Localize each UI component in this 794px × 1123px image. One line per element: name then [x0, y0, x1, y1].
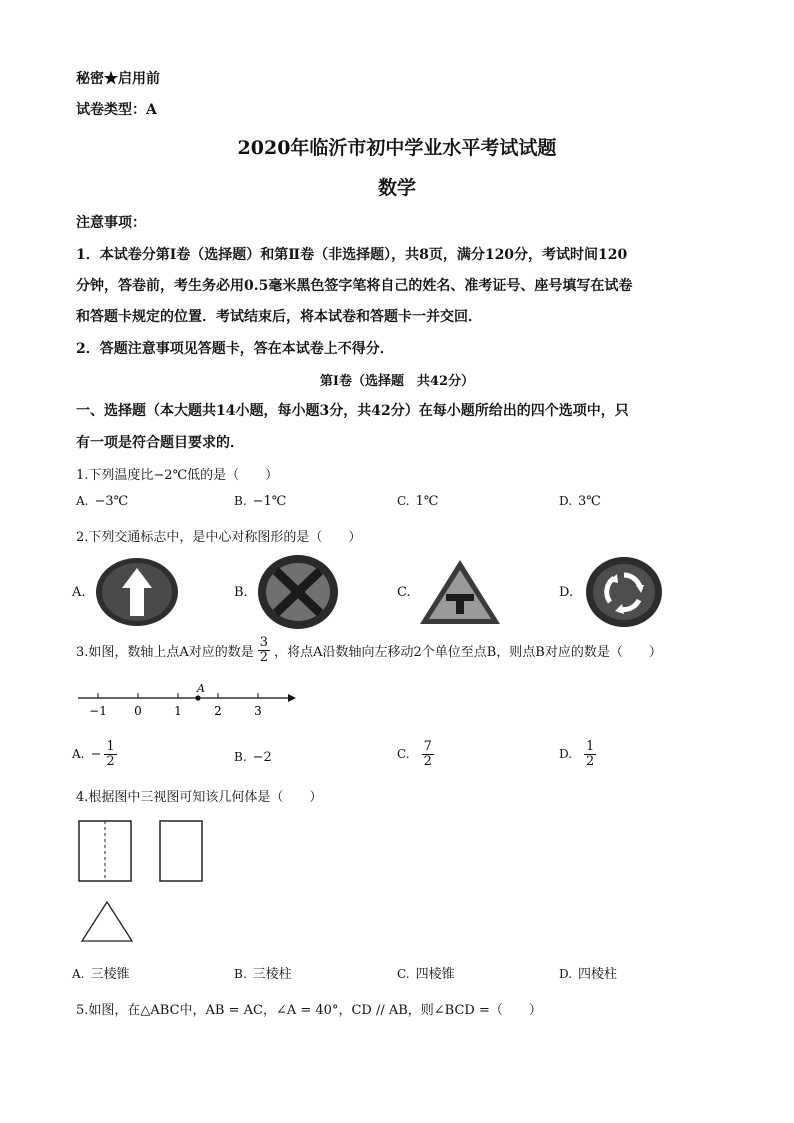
section-1-line-2: 有一项是符合题目要求的．: [76, 435, 244, 451]
q3-stem-after: ，将点A沿数轴向左移动2个单位至点B，则点B对应的数是（ ）: [274, 644, 662, 660]
number-line-tick-label: −1: [89, 704, 107, 718]
q1-option-c: [397, 494, 438, 509]
q3-stem-fraction: [258, 636, 270, 664]
option-fraction: [422, 740, 434, 768]
q2-option-b-letter: B.: [234, 585, 248, 600]
number-line-point-a: [195, 695, 200, 700]
q4-option-c: [397, 963, 455, 982]
fraction-denominator: 2: [259, 649, 269, 665]
front-view-drawing: [78, 820, 134, 884]
option-text: 3℃: [578, 494, 601, 509]
q3-option-c: [397, 740, 434, 768]
q3-option-d: [559, 740, 596, 768]
question-5-stem: 5.如图，在△ABC中，AB = AC，∠A = 40°，CD // AB，则∠BCD =（ ）: [76, 1003, 542, 1018]
q3-stem-before: 3.如图，数轴上点A对应的数是: [76, 644, 254, 660]
option-letter: B.: [234, 494, 247, 508]
side-view-drawing: [159, 820, 205, 884]
option-letter: A.: [76, 494, 89, 508]
notes-item-2: 2．答题注意事项见答题卡，答在本试卷上不得分．: [76, 341, 394, 357]
option-text: 三棱锥: [90, 967, 130, 982]
number-line: [74, 682, 300, 722]
q2-option-d-letter: D.: [559, 585, 574, 600]
top-view-drawing: [80, 900, 134, 944]
option-text: 三棱柱: [252, 967, 292, 982]
option-fraction: [104, 740, 116, 768]
fraction-numerator: 3: [259, 635, 269, 650]
option-text: −1℃: [252, 494, 287, 509]
option-letter: D.: [559, 747, 573, 762]
notes-item-1-line-2: 分钟，答卷前，考生务必用0.5毫米黑色签字笔将自己的姓名、准考证号、座号填写在试卷: [76, 278, 633, 294]
option-text: 四棱锥: [415, 967, 455, 982]
number-line-tick-label: 2: [214, 704, 222, 718]
option-text: 四棱柱: [578, 967, 618, 982]
q3-option-a: [72, 740, 117, 768]
secret-label: 秘密★启用前: [76, 71, 160, 87]
subject-title: 数学: [377, 177, 416, 199]
q1-option-d: [559, 494, 601, 509]
option-letter: D.: [559, 967, 573, 981]
exam-title: 2020年临沂市初中学业水平考试试题: [237, 137, 557, 159]
q2-option-c-letter: C.: [397, 585, 411, 600]
number-line-point-a-label: A: [197, 682, 205, 695]
fraction-numerator: 1: [586, 739, 595, 754]
number-line-tick-label: 1: [174, 704, 182, 718]
question-1-stem: 1.下列温度比−2℃低的是（ ）: [76, 468, 279, 483]
question-4-stem: 4.根据图中三视图可知该几何体是（ ）: [76, 790, 323, 805]
t-junction-warning-sign-icon: [418, 557, 502, 627]
option-letter: B.: [234, 967, 247, 981]
q4-option-a: [72, 963, 130, 982]
part-1-heading: 第Ⅰ卷（选择题 共42分）: [319, 374, 475, 389]
fraction-denominator: 2: [586, 753, 595, 769]
notes-item-1-line-3: 和答题卡规定的位置．考试结束后，将本试卷和答题卡一并交回．: [76, 309, 482, 325]
straight-arrow-sign-icon: [94, 556, 180, 628]
q3-option-b: [234, 750, 272, 765]
fraction-denominator: 2: [423, 753, 432, 769]
fraction-numerator: 7: [423, 739, 432, 754]
roundabout-sign-icon: [584, 555, 664, 629]
option-letter: B.: [234, 750, 247, 764]
option-letter: A.: [72, 967, 85, 981]
section-1-line-1: 一、选择题（本大题共14小题，每小题3分，共42分）在每小题所给出的四个选项中，只: [76, 403, 629, 419]
option-fraction: [584, 740, 596, 768]
q4-option-d: [559, 963, 617, 982]
notes-item-1-line-1: 1．本试卷分第Ⅰ卷（选择题）和第Ⅱ卷（非选择题），共8页，满分120分，考试时间120: [76, 247, 628, 263]
question-3-stem: [76, 636, 662, 664]
number-line-tick-label: 0: [134, 704, 142, 718]
q1-option-b: [234, 494, 286, 509]
option-letter: C.: [397, 747, 410, 762]
number-line-tick-label: 3: [254, 704, 262, 718]
option-letter: C.: [397, 494, 410, 508]
no-parking-cross-sign-icon: [256, 553, 340, 631]
fraction-denominator: 2: [106, 753, 115, 769]
option-letter: D.: [559, 494, 573, 508]
option-letter: A.: [72, 747, 85, 762]
number-line-arrow: [288, 694, 296, 702]
fraction-numerator: 1: [106, 739, 115, 754]
question-2-stem: 2.下列交通标志中，是中心对称图形的是（ ）: [76, 530, 362, 545]
q4-option-b: [234, 963, 292, 982]
exam-type-label: 试卷类型：A: [76, 102, 157, 118]
q1-option-a: [76, 494, 128, 509]
option-letter: C.: [397, 967, 410, 981]
option-text: −2: [252, 750, 272, 765]
q2-option-a-letter: A.: [72, 585, 86, 600]
option-text: 1℃: [415, 494, 439, 509]
notes-heading: 注意事项：: [76, 215, 146, 231]
option-text: −3℃: [94, 494, 129, 509]
option-sign: −: [90, 746, 102, 762]
